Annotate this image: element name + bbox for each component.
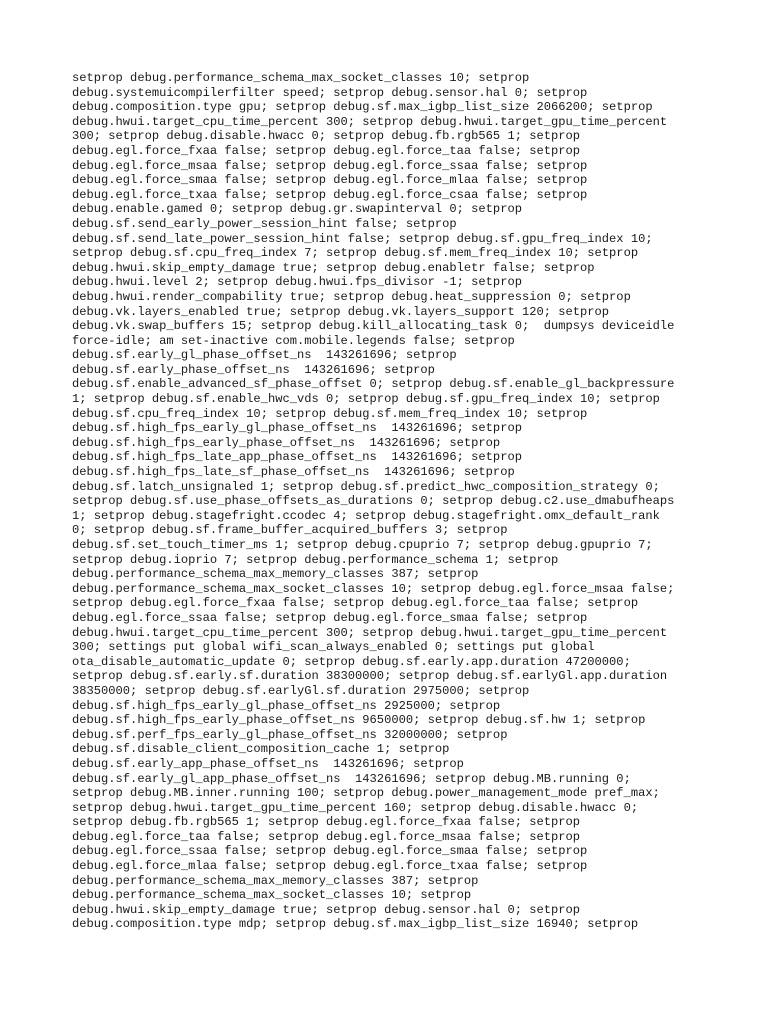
text-line: debug.sf.high_fps_early_phase_offset_ns 143261696; setprop xyxy=(72,435,501,450)
text-line: debug.sf.latch_unsignaled 1; setprop debug.sf.predict_hwc_composition_strategy 0; xyxy=(72,479,660,494)
text-line: debug.sf.high_fps_early_gl_phase_offset_ns 2925000; setprop xyxy=(72,698,501,713)
text-line: debug.hwui.skip_empty_damage true; setprop debug.enabletr false; setprop xyxy=(72,260,595,275)
text-line: debug.egl.force_taa false; setprop debug.egl.force_msaa false; setprop xyxy=(72,829,581,844)
text-line: debug.sf.high_fps_early_gl_phase_offset_ns 143261696; setprop xyxy=(72,421,522,436)
text-line: debug.sf.high_fps_late_app_phase_offset_ns 143261696; setprop xyxy=(72,450,522,465)
text-line: debug.hwui.target_cpu_time_percent 300; setprop debug.hwui.target_gpu_time_percent xyxy=(72,114,668,129)
text-line: debug.hwui.target_cpu_time_percent 300; setprop debug.hwui.target_gpu_time_percent xyxy=(72,625,668,640)
text-line: setprop debug.sf.cpu_freq_index 7; setprop debug.sf.mem_freq_index 10; setprop xyxy=(72,246,639,261)
text-line: force-idle; am set-inactive com.mobile.legends false; setprop xyxy=(72,333,515,348)
text-line: debug.egl.force_msaa false; setprop debug.egl.force_ssaa false; setprop xyxy=(72,158,588,173)
text-line: debug.egl.force_fxaa false; setprop debug.egl.force_taa false; setprop xyxy=(72,143,581,158)
text-line: debug.sf.enable_advanced_sf_phase_offset 0; setprop debug.sf.enable_gl_backpressure xyxy=(72,377,675,392)
text-line: 1; setprop debug.sf.enable_hwc_vds 0; setprop debug.sf.gpu_freq_index 10; setprop xyxy=(72,392,660,407)
text-line: debug.composition.type mdp; setprop debug.sf.max_igbp_list_size 16940; setprop xyxy=(72,917,639,932)
text-line: debug.sf.cpu_freq_index 10; setprop debug.sf.mem_freq_index 10; setprop xyxy=(72,406,588,421)
text-line: debug.hwui.render_compability true; setprop debug.heat_suppression 0; setprop xyxy=(72,289,631,304)
text-line: debug.hwui.level 2; setprop debug.hwui.fps_divisor -1; setprop xyxy=(72,275,522,290)
text-line: debug.hwui.skip_empty_damage true; setprop debug.sensor.hal 0; setprop xyxy=(72,902,581,917)
text-line: debug.sf.early_app_phase_offset_ns 143261696; setprop xyxy=(72,756,464,771)
text-line: debug.performance_schema_max_memory_classes 387; setprop xyxy=(72,873,479,888)
text-line: debug.sf.early_gl_phase_offset_ns 143261696; setprop xyxy=(72,348,457,363)
text-line: setprop debug.performance_schema_max_socket_classes 10; setprop xyxy=(72,71,530,85)
text-line: 300; setprop debug.disable.hwacc 0; setprop debug.fb.rgb565 1; setprop xyxy=(72,129,581,144)
text-line: debug.performance_schema_max_memory_classes 387; setprop xyxy=(72,567,479,582)
text-line: debug.vk.swap_buffers 15; setprop debug.kill_allocating_task 0; dumpsys deviceidle xyxy=(72,319,675,334)
text-line: setprop debug.sf.early.sf.duration 38300000; setprop debug.sf.earlyGl.app.duration xyxy=(72,669,668,684)
text-line: 38350000; setprop debug.sf.earlyGl.sf.duration 2975000; setprop xyxy=(72,683,530,698)
text-line: debug.sf.disable_client_composition_cache 1; setprop xyxy=(72,742,450,757)
text-line: debug.systemuicompilerfilter speed; setprop debug.sensor.hal 0; setprop xyxy=(72,85,588,100)
text-line: debug.sf.send_early_power_session_hint false; setprop xyxy=(72,216,457,231)
text-line: 300; settings put global wifi_scan_always_enabled 0; settings put global xyxy=(72,640,595,655)
text-line: ota_disable_automatic_update 0; setprop debug.sf.early.app.duration 47200000; xyxy=(72,654,631,669)
text-line: debug.sf.perf_fps_early_gl_phase_offset_ns 32000000; setprop xyxy=(72,727,508,742)
text-line: debug.vk.layers_enabled true; setprop debug.vk.layers_support 120; setprop xyxy=(72,304,610,319)
text-line: setprop debug.MB.inner.running 100; setprop debug.power_management_mode pref_max; xyxy=(72,786,660,801)
text-line: debug.performance_schema_max_socket_classes 10; setprop debug.egl.force_msaa false; xyxy=(72,581,675,596)
text-line: debug.sf.early_gl_app_phase_offset_ns 143261696; setprop debug.MB.running 0; xyxy=(72,771,631,786)
text-line: debug.sf.high_fps_early_phase_offset_ns 9650000; setprop debug.sf.hw 1; setprop xyxy=(72,713,646,728)
text-line: debug.composition.type gpu; setprop debug.sf.max_igbp_list_size 2066200; setprop xyxy=(72,100,653,115)
text-line: debug.egl.force_ssaa false; setprop debug.egl.force_smaa false; setprop xyxy=(72,610,588,625)
text-line: setprop debug.hwui.target_gpu_time_percent 160; setprop debug.disable.hwacc 0; xyxy=(72,800,639,815)
text-line: setprop debug.sf.use_phase_offsets_as_durations 0; setprop debug.c2.use_dmabufheaps xyxy=(72,494,675,509)
text-line: setprop debug.egl.force_fxaa false; setprop debug.egl.force_taa false; setprop xyxy=(72,596,639,611)
document-text-body xyxy=(72,71,712,932)
text-line: 1; setprop debug.stagefright.ccodec 4; setprop debug.stagefright.omx_default_rank xyxy=(72,508,660,523)
text-line: debug.egl.force_smaa false; setprop debug.egl.force_mlaa false; setprop xyxy=(72,173,588,188)
text-line: 0; setprop debug.sf.frame_buffer_acquired_buffers 3; setprop xyxy=(72,523,508,538)
text-line: debug.enable.gamed 0; setprop debug.gr.swapinterval 0; setprop xyxy=(72,202,522,217)
text-line: setprop debug.fb.rgb565 1; setprop debug.egl.force_fxaa false; setprop xyxy=(72,815,581,830)
text-line: setprop debug.ioprio 7; setprop debug.performance_schema 1; setprop xyxy=(72,552,559,567)
text-line: debug.egl.force_ssaa false; setprop debug.egl.force_smaa false; setprop xyxy=(72,844,588,859)
text-line: debug.egl.force_txaa false; setprop debug.egl.force_csaa false; setprop xyxy=(72,187,588,202)
text-line: debug.performance_schema_max_socket_classes 10; setprop xyxy=(72,888,472,903)
text-line: debug.sf.send_late_power_session_hint false; setprop debug.sf.gpu_freq_index 10; xyxy=(72,231,653,246)
text-line: debug.sf.early_phase_offset_ns 143261696; setprop xyxy=(72,362,435,377)
text-line: debug.sf.high_fps_late_sf_phase_offset_ns 143261696; setprop xyxy=(72,465,515,480)
text-line: debug.egl.force_mlaa false; setprop debug.egl.force_txaa false; setprop xyxy=(72,859,588,874)
text-line: debug.sf.set_touch_timer_ms 1; setprop debug.cpuprio 7; setprop debug.gpuprio 7; xyxy=(72,538,653,552)
